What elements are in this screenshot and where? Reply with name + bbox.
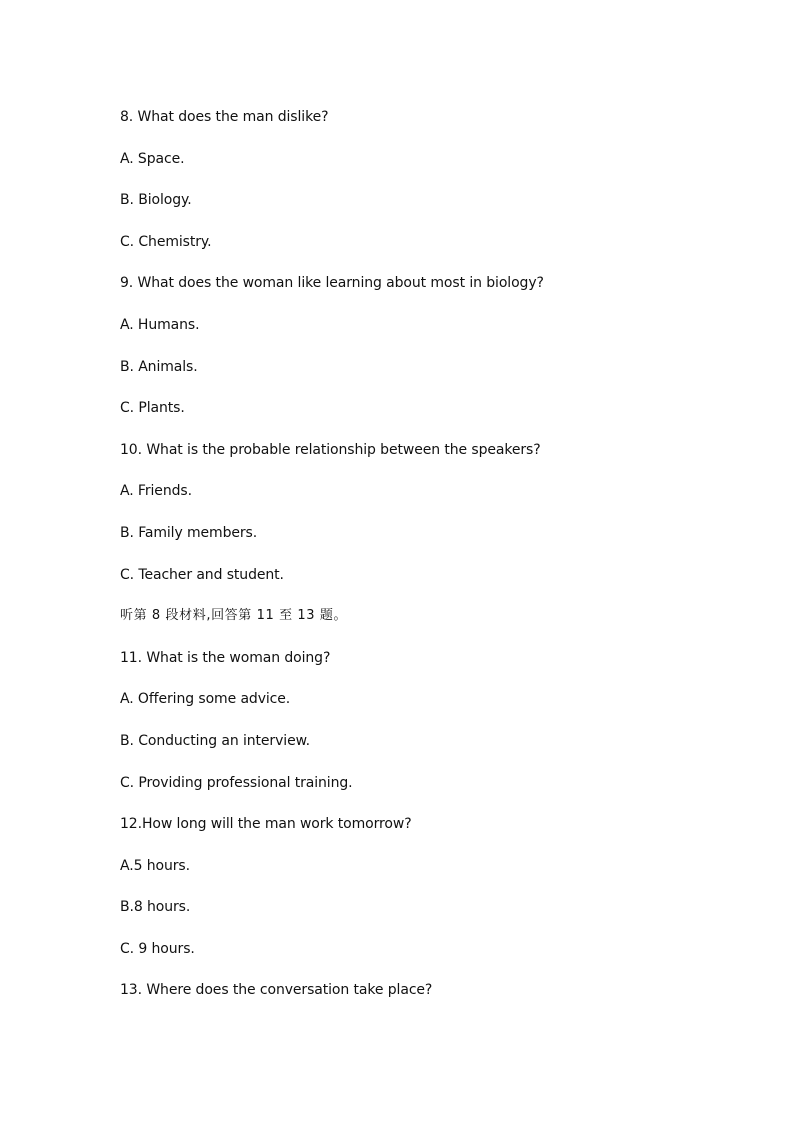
option-9a: A. Humans. bbox=[120, 316, 200, 333]
option-12a: A.5 hours. bbox=[120, 857, 190, 874]
section-instruction: 听第 8 段材料,回答第 11 至 13 题。 bbox=[120, 608, 348, 624]
option-9b: B. Animals. bbox=[120, 358, 198, 375]
option-12c: C. 9 hours. bbox=[120, 940, 195, 957]
question-list bbox=[120, 108, 544, 1023]
question-8: 8. What does the man dislike? bbox=[120, 109, 329, 125]
question-13: 13. Where does the conversation take place? bbox=[120, 982, 433, 999]
option-9c: C. Plants. bbox=[120, 400, 185, 417]
option-8c: C. Chemistry. bbox=[120, 233, 212, 250]
option-12b: B.8 hours. bbox=[120, 899, 191, 916]
option-8a: A. Space. bbox=[120, 150, 185, 167]
option-11b: B. Conducting an interview. bbox=[120, 732, 310, 749]
option-10c: C. Teacher and student. bbox=[120, 566, 284, 583]
question-11: 11. What is the woman doing? bbox=[120, 649, 331, 666]
question-9: 9. What does the woman like learning about most in biology? bbox=[120, 275, 544, 292]
question-12: 12.How long will the man work tomorrow? bbox=[120, 816, 412, 833]
question-10: 10. What is the probable relationship between the speakers? bbox=[120, 441, 541, 458]
option-10b: B. Family members. bbox=[120, 524, 258, 541]
option-10a: A. Friends. bbox=[120, 483, 192, 500]
option-11c: C. Providing professional training. bbox=[120, 774, 353, 791]
option-11a: A. Offering some advice. bbox=[120, 691, 291, 708]
option-8b: B. Biology. bbox=[120, 192, 192, 209]
